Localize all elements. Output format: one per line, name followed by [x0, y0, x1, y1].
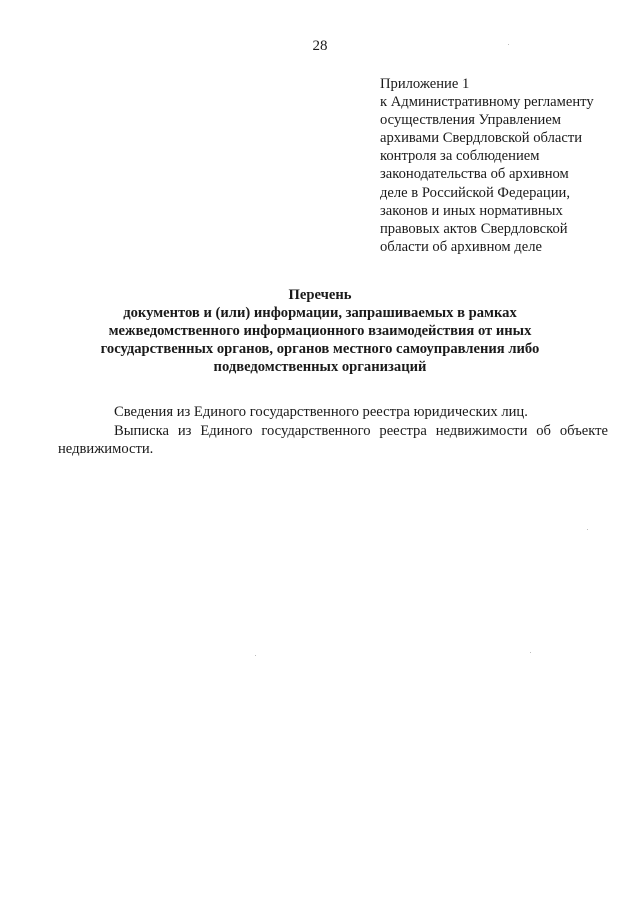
appendix-header [380, 75, 625, 256]
scan-speck [508, 44, 509, 45]
body-paragraph: Сведения из Единого государственного реестра юридических лиц. [114, 404, 528, 420]
appendix-line: к Административному регламенту [380, 94, 594, 111]
body-paragraph-wrap [58, 422, 608, 459]
appendix-line: законов и иных нормативных [380, 202, 563, 219]
title-line: документов и (или) информации, запрашиваемых в рамках [123, 305, 517, 322]
appendix-line: осуществления Управлением [380, 112, 562, 129]
document-body [58, 403, 608, 459]
title-line: межведомственного информационного взаимодействия от иных [108, 323, 532, 340]
appendix-line: правовых актов Свердловской [380, 220, 568, 237]
appendix-line: Приложение 1 [380, 76, 470, 92]
scan-speck [587, 529, 588, 530]
appendix-line: контроля за соблюдением [380, 148, 540, 165]
page-number: 28 [312, 38, 328, 54]
scan-speck [255, 655, 256, 656]
title-line: государственных органов, органов местного самоуправления либо [100, 341, 540, 358]
document-title [60, 286, 580, 376]
title-line: подведомственных организаций [213, 359, 427, 376]
appendix-line: архивами Свердловской области [380, 130, 583, 147]
body-paragraph: Выписка из Единого государственного реестра недвижимости об объекте недвижимости. [58, 422, 608, 457]
title-heading: Перечень [288, 287, 352, 303]
appendix-line: области об архивном деле [380, 238, 542, 255]
appendix-line: законодательства об архивном [380, 166, 569, 183]
appendix-line: деле в Российской Федерации, [380, 184, 570, 201]
scan-speck [530, 652, 531, 653]
